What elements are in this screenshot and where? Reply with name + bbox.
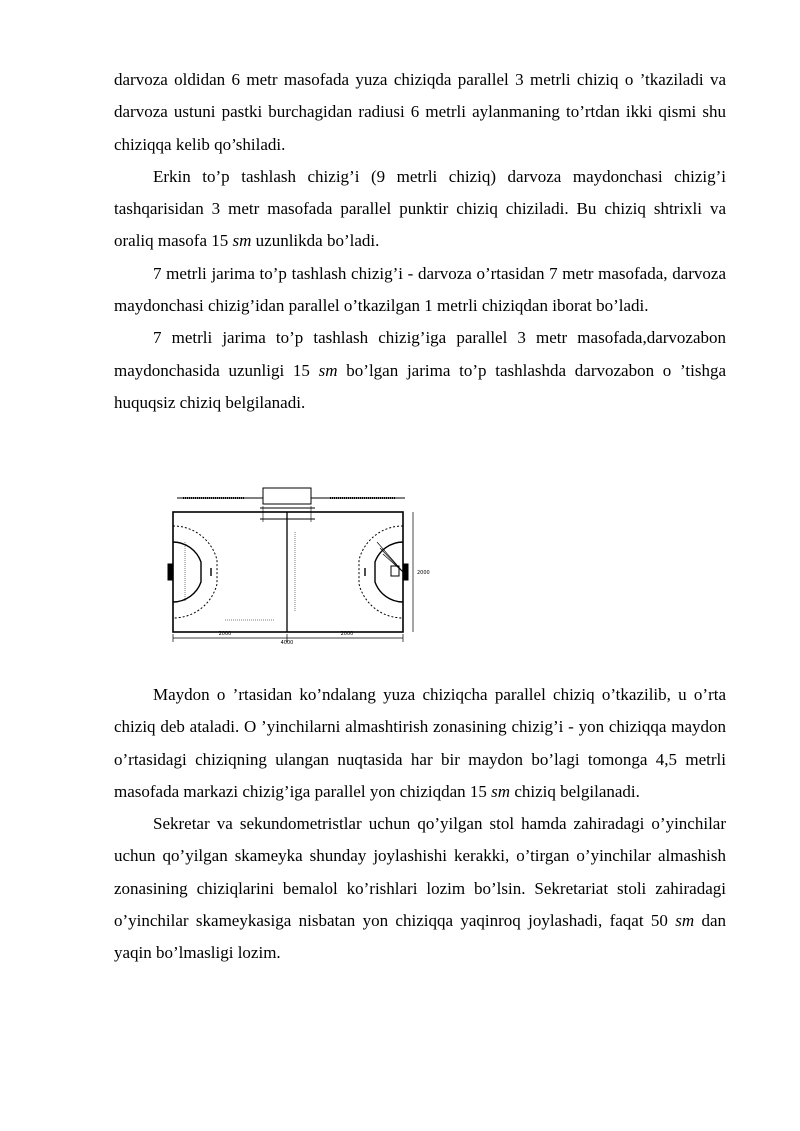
italic-unit: sm — [232, 231, 252, 251]
paragraph — [114, 808, 726, 969]
text-segment: uzunlikda bo’ladi. — [251, 231, 380, 251]
secretary-table — [263, 488, 311, 504]
italic-unit: sm — [491, 781, 511, 801]
paragraph — [114, 679, 726, 808]
half-length-label-left: 2000 — [218, 631, 232, 637]
total-length-label: 4000 — [280, 640, 294, 646]
paragraph — [114, 322, 726, 419]
text-segment: Maydon o ’rtasidan ko’ndalang yuza chiziqcha parallel chiziq o’tkazilib, u o’rta chiziq deb ataladi. O ’yinchilarni almashtirish zonasining chizig’i - yon chiziqqa maydon o’rtasidagi chiziqning ulangan nuqtasida har bir maydon bo’lagi tomonga 4,5 metrli masofada markazi chizig’iga parallel yon chiziqdan 15 — [114, 685, 726, 801]
left-goal-area — [173, 542, 201, 602]
text-segment: Erkin to’p tashlash chizig’i (9 metrli chiziq) darvoza maydonchasi chizig’i tashqarisidan 3 metr masofada parallel punktir chiziq chiziladi. Bu chiziq shtrixli va oraliq masofa 15 — [114, 166, 726, 251]
text-segment: 7 metrli jarima to’p tashlash chizig’iga parallel 3 metr masofada,darvozabon maydonchasida uzunligi 15 — [114, 328, 726, 380]
paragraph — [114, 64, 726, 161]
text-segment: 7 metrli jarima to’p tashlash chizig’i - darvoza o’rtasidan 7 metr masofada, darvoza maydonchasi chizig’idan parallel o’tkazilgan 1 metrli chiziqdan iborat bo’ladi. — [114, 263, 726, 316]
text-segment: Sekretar va sekundometristlar uchun qo’yilgan stol hamda zahiradagi o’yinchilar uchun qo’yilgan skameyka shunday joylashishi kerakki, o’tirgan o’yinchilar almashish zonasining chiziqlarini bemalol ko’rishlari lozim bo’lsin. Sekretariat stoli zahiradagi o’yinchilar skameykasiga nisbatan yon chiziqqa yaqinroq joylashadi, faqat 50 — [114, 814, 726, 931]
right-goal — [403, 564, 408, 580]
court-svg — [165, 482, 430, 646]
half-length-label-right: 2000 — [340, 631, 354, 637]
court-outline — [173, 512, 403, 632]
text-segment: bo’lgan jarima to’p tashlashda darvozabon o ’tishga huquqsiz chiziq belgilanadi. — [114, 360, 726, 412]
text-block-bottom — [114, 679, 726, 970]
goal-measure-line — [383, 554, 403, 572]
italic-unit: sm — [318, 360, 338, 380]
left-goal — [168, 564, 173, 580]
text-segment: darvoza oldidan 6 metr masofada yuza chiziqda parallel 3 metrli chiziq o ’tkaziladi va darvoza ustuni pastki burchagidan radiusi 6 metrli aylanmaning to’rtdan ikki qismi shu chiziqqa kelib qo’shiladi. — [114, 70, 726, 154]
text-segment: dan yaqin bo’lmasligi lozim. — [114, 911, 727, 963]
italic-unit: sm — [675, 911, 695, 931]
text-segment: chiziq belgilanadi. — [510, 781, 640, 801]
text-block-top — [114, 64, 726, 419]
width-label: 2000 — [417, 570, 430, 576]
handball-court-diagram — [165, 482, 430, 646]
paragraph — [114, 161, 726, 258]
paragraph — [114, 258, 726, 323]
